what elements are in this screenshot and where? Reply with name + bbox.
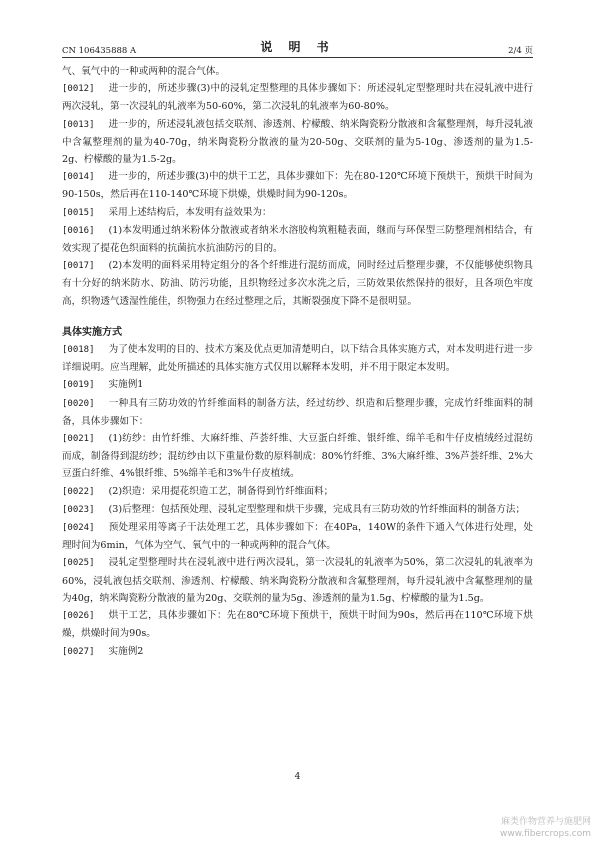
paragraph-text: 为了使本发明的目的、技术方案及优点更加清楚明白，以下结合具体实施方式，对本发明进行进一步详细说明。应当理解，此处所描述的具体实施方式仅用以解释本发明，并不用于限定本发明。 xyxy=(62,344,533,374)
paragraph-number: [0027] xyxy=(62,646,95,657)
paragraph xyxy=(62,341,533,376)
paragraph xyxy=(62,116,533,169)
header-title: 说 明 书 xyxy=(260,40,335,54)
paragraph xyxy=(62,222,533,257)
paragraph xyxy=(62,395,533,430)
paragraph xyxy=(62,80,533,115)
paragraph xyxy=(62,607,533,642)
paragraph-group-1 xyxy=(62,63,533,310)
paragraph xyxy=(62,257,533,310)
paragraph-text: 进一步的，所述步骤(3)中的烘干工艺，具体步骤如下：先在80-120℃环境下预烘干，预烘干时间为90-150s，然后再在110-140℃环境下烘燥，烘燥时间为90-120s。 xyxy=(62,171,533,201)
paragraph-number: [0020] xyxy=(62,398,95,409)
paragraph-text: 预处理采用等离子干法处理工艺，具体步骤如下：在40Pa，140W的条件下通入气体进行处理，处理时间为6min，气体为空气、氧气中的一种或两种的混合气体。 xyxy=(62,522,533,552)
paragraph-text: (2)本发明的面料采用特定组分的各个纤维进行混纺而成，同时经过后整理步骤，不仅能够使织物具有十分好的纳米防水、防油、防污功能，且织物经过多次水洗之后，三防效果依然保持的很好，且各项色牢度高，织物透气透湿性能佳，织物强力在经过整理之后，其断裂强度下降不是很明显。 xyxy=(62,260,533,307)
paragraph xyxy=(62,519,533,554)
page-number: 4 xyxy=(294,772,301,782)
paragraph-text: 浸轧定型整理时共在浸轧液中进行两次浸轧，第一次浸轧的轧液率为50%，第二次浸轧的轧液率为60%，浸轧液包括交联剂、渗透剂、柠檬酸、纳米陶瓷粉分散液和含氟整理剂，每升浸轧液中含氟整理剂的量为40g，纳米陶瓷粉分散液的量为20g、交联剂的量为5g、渗透剂的量为1.5g、柠檬酸的量为1.5g。 xyxy=(62,557,533,604)
paragraph-text: 进一步的，所述步骤(3)中的浸轧定型整理的具体步骤如下：所述浸轧定型整理时共在浸轧液中进行两次浸轧，第一次浸轧的轧液率为50-60%，第二次浸轧的轧液率为60-80%。 xyxy=(62,83,533,113)
watermark-url: www.fibercrops.com xyxy=(500,829,591,839)
paragraph-number: [0019] xyxy=(62,380,95,391)
paragraph-number: [0015] xyxy=(62,207,95,218)
paragraph xyxy=(62,501,533,519)
watermark-title: 麻类作物营养与施肥网 xyxy=(500,817,591,827)
paragraph xyxy=(62,643,533,661)
paragraph-number: [0017] xyxy=(62,261,95,272)
paragraph-number: [0018] xyxy=(62,345,95,356)
paragraph xyxy=(62,168,533,203)
page-of-label: 2/4 页 xyxy=(508,46,533,56)
watermark xyxy=(500,816,591,840)
document-id: CN 106435888 A xyxy=(62,46,137,56)
paragraph xyxy=(62,63,533,80)
paragraph-number: [0021] xyxy=(62,434,95,445)
paragraph-text: (2)织造：采用提花织造工艺，制备得到竹纤维面料； xyxy=(108,485,334,497)
page-header xyxy=(62,36,533,56)
paragraph-text: (3)后整理：包括预处理、浸轧定型整理和烘干步骤，完成具有三防功效的竹纤维面料的制备方法； xyxy=(108,503,526,515)
paragraph-text: (1)本发明通过纳米粉体分散液或者纳米水溶胶构筑粗糙表面，继而与环保型三防整理剂相结合，有效实现了提花色织面料的抗菌抗水抗油防污的目的。 xyxy=(62,224,533,255)
paragraph-text: 气、氧气中的一种或两种的混合气体。 xyxy=(62,66,226,77)
document-body xyxy=(62,63,533,661)
paragraph-number: [0024] xyxy=(62,523,95,534)
paragraph-number: [0023] xyxy=(62,504,95,515)
paragraph xyxy=(62,554,533,607)
paragraph-text: 采用上述结构后，本发明有益效果为： xyxy=(108,206,272,218)
paragraph-number: [0025] xyxy=(62,558,95,569)
paragraph-text: 实施例2 xyxy=(108,645,144,657)
paragraph xyxy=(62,204,533,222)
paragraph-group-2 xyxy=(62,341,533,661)
paragraph-text: 实施例1 xyxy=(108,379,144,391)
paragraph-number: [0016] xyxy=(62,225,95,236)
paragraph-number: [0013] xyxy=(62,119,95,130)
paragraph-number: [0012] xyxy=(62,84,95,95)
paragraph-text: 进一步的，所述浸轧液包括交联剂、渗透剂、柠檬酸、纳米陶瓷粉分散液和含氟整理剂，每升浸轧液中含氟整理剂的量为40-70g，纳米陶瓷粉分散液的量为20-50g、交联剂的量为5-10g、渗透剂的量为1.5-2g、柠檬酸的量为1.5-2g。 xyxy=(62,118,533,166)
header-rule xyxy=(62,57,533,58)
paragraph-text: (1)纺纱：由竹纤维、大麻纤维、芦荟纤维、大豆蛋白纤维、银纤维、绵羊毛和牛仔皮植绒经过混纺而成，制备得到混纺纱；混纺纱由以下重量份数的原料制成：80%竹纤维、3%大麻纤维、3%芦荟纤维、2%大豆蛋白纤维、4%银纤维、5%绵羊毛和3%牛仔皮植绒。 xyxy=(62,433,533,480)
paragraph-number: [0022] xyxy=(62,486,95,497)
paragraph xyxy=(62,483,533,501)
paragraph-number: [0014] xyxy=(62,172,95,183)
paragraph-text: 一种具有三防功效的竹纤维面料的制备方法，经过纺纱、织造和后整理步骤，完成竹纤维面料的制备，具体步骤如下： xyxy=(62,397,533,427)
paragraph-text: 烘干工艺，具体步骤如下：先在80℃环境下预烘干，预烘干时间为90s，然后再在110℃环境下烘燥，烘燥时间为90s。 xyxy=(62,610,533,640)
paragraph xyxy=(62,430,533,483)
paragraph xyxy=(62,376,533,394)
section-title: 具体实施方式 xyxy=(62,326,122,338)
paragraph-number: [0026] xyxy=(62,611,95,622)
